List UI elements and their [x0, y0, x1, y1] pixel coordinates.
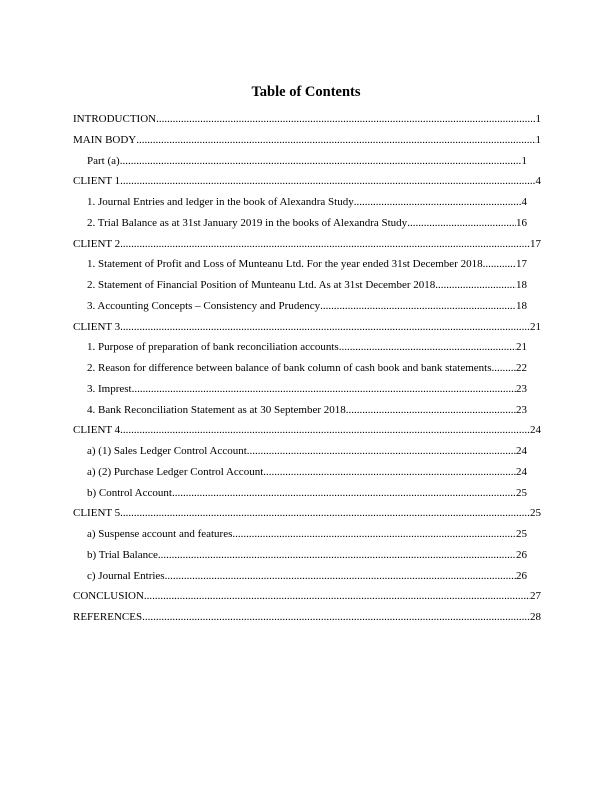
toc-entry-page-number: 21 [516, 341, 527, 354]
toc-entry-page-number: 28 [530, 611, 541, 623]
toc-entry-text: CLIENT 2 [73, 237, 121, 250]
toc-entry[interactable] [87, 569, 527, 583]
toc-entry[interactable] [87, 195, 527, 209]
toc-dot-leader [320, 299, 516, 313]
toc-dot-leader [339, 340, 516, 354]
toc-entry-page-number: 18 [516, 279, 527, 291]
toc-entry[interactable] [87, 299, 527, 313]
toc-entry-page-number: 23 [516, 382, 527, 395]
toc-entry[interactable] [73, 112, 541, 126]
toc-entry-text: 2. Trial Balance as at 31st January 2019 in the books of Alexandra Study [87, 216, 408, 229]
toc-entry[interactable] [73, 237, 541, 251]
toc-entry-text: Part (a) [87, 154, 120, 167]
toc-entry-page-number: 23 [516, 403, 527, 416]
toc-entry-page-number: 1 [535, 133, 541, 146]
toc-entry-page-number: 26 [516, 569, 527, 582]
toc-dot-leader [354, 195, 522, 209]
toc-entry[interactable] [73, 174, 541, 188]
toc-entry-page-number: 17 [530, 237, 541, 250]
toc-dot-leader [132, 382, 516, 396]
toc-dot-leader [120, 423, 530, 437]
toc-entry-text: 3. Accounting Concepts – Consistency and Prudency [87, 299, 321, 312]
toc-entry-page-number: 22 [516, 362, 527, 374]
toc-entry[interactable] [73, 423, 541, 437]
toc-entry-text: CLIENT 4 [73, 424, 121, 437]
toc-dot-leader [136, 133, 535, 147]
toc-entry-page-number: 21 [530, 320, 541, 333]
toc-entry[interactable] [87, 403, 527, 417]
toc-entry-text: b) Trial Balance [87, 548, 158, 561]
toc-dot-leader [172, 486, 516, 500]
toc-entry-text: 1. Purpose of preparation of bank reconciliation accounts [87, 341, 339, 354]
toc-dot-leader [120, 506, 530, 520]
toc-dot-leader [492, 361, 516, 375]
toc-entry-text: a) Suspense account and features [87, 528, 233, 540]
toc-entry[interactable] [87, 216, 527, 230]
toc-title: Table of Contents [251, 84, 361, 100]
toc-dot-leader [142, 610, 530, 624]
toc-dot-leader [158, 548, 516, 562]
toc-entry-text: a) (1) Sales Ledger Control Account [87, 445, 247, 457]
toc-dot-leader [120, 320, 530, 334]
toc-entry-text: MAIN BODY [73, 133, 137, 146]
toc-entry-text: 1. Statement of Profit and Loss of Munteanu Ltd. For the year ended 31st December 2018 [87, 258, 483, 271]
toc-dot-leader [144, 589, 530, 603]
toc-entry-text: CLIENT 3 [73, 320, 121, 333]
toc-dot-leader [247, 444, 516, 458]
toc-entry-page-number: 1 [521, 154, 527, 167]
toc-entry-page-number: 26 [516, 548, 527, 561]
toc-entry[interactable] [87, 361, 527, 375]
toc-entry[interactable] [87, 548, 527, 562]
toc-dot-leader [120, 174, 535, 188]
toc-entry[interactable] [73, 589, 541, 603]
toc-entry-page-number: 25 [530, 507, 541, 520]
toc-entry-page-number: 24 [516, 445, 527, 457]
toc-entry-text: INTRODUCTION [73, 113, 157, 125]
toc-entry-text: 2. Statement of Financial Position of Munteanu Ltd. As at 31st December 2018 [87, 279, 436, 291]
toc-dot-leader [435, 278, 516, 292]
toc-entry-page-number: 27 [530, 590, 541, 603]
toc-entry-text: REFERENCES [73, 611, 143, 623]
toc-entry-page-number: 24 [516, 465, 527, 478]
toc-entry[interactable] [87, 527, 527, 541]
toc-entry[interactable] [87, 382, 527, 396]
toc-dot-leader [407, 216, 516, 230]
toc-entry-text: b) Control Account [87, 486, 172, 499]
toc-entry-page-number: 1 [535, 113, 541, 125]
toc-entry-page-number: 4 [521, 196, 527, 208]
toc-entry-page-number: 17 [516, 258, 527, 271]
toc-entry[interactable] [87, 486, 527, 500]
toc-dot-leader [483, 257, 516, 271]
toc-dot-leader [346, 403, 516, 417]
toc-dot-leader [120, 237, 530, 251]
toc-entry-text: a) (2) Purchase Ledger Control Account [87, 465, 264, 478]
toc-dot-leader [165, 569, 516, 583]
toc-entry[interactable] [87, 444, 527, 458]
toc-entry-page-number: 18 [516, 299, 527, 312]
toc-dot-leader [156, 112, 535, 126]
toc-entry[interactable] [73, 610, 541, 624]
toc-entry-page-number: 16 [516, 216, 527, 229]
toc-entry-text: CONCLUSION [73, 590, 144, 603]
toc-entry[interactable] [73, 320, 541, 334]
toc-entry-text: 3. Imprest [87, 382, 132, 395]
toc-entry[interactable] [87, 340, 527, 354]
toc-entry-page-number: 4 [535, 175, 541, 188]
toc-entry[interactable] [73, 506, 541, 520]
toc-entry-page-number: 25 [516, 528, 527, 540]
toc-dot-leader [120, 154, 522, 168]
toc-entry-text: CLIENT 5 [73, 507, 121, 520]
toc-entry-text: 4. Bank Reconciliation Statement as at 30 September 2018 [87, 403, 346, 416]
toc-entry-text: 1. Journal Entries and ledger in the book of Alexandra Study [87, 196, 354, 208]
toc-entry-text: c) Journal Entries [87, 569, 165, 582]
toc-entry-text: 2. Reason for difference between balance of bank column of cash book and bank statements [87, 362, 492, 374]
toc-dot-leader [232, 527, 516, 541]
toc-entry[interactable] [87, 465, 527, 479]
toc-entry-page-number: 24 [530, 424, 541, 437]
toc-entry[interactable] [87, 154, 527, 168]
toc-entry-page-number: 25 [516, 486, 527, 499]
toc-entry[interactable] [87, 278, 527, 292]
toc-dot-leader [263, 465, 516, 479]
toc-entry-text: CLIENT 1 [73, 175, 121, 188]
toc-entry[interactable] [87, 257, 527, 271]
toc-entry[interactable] [73, 133, 541, 147]
